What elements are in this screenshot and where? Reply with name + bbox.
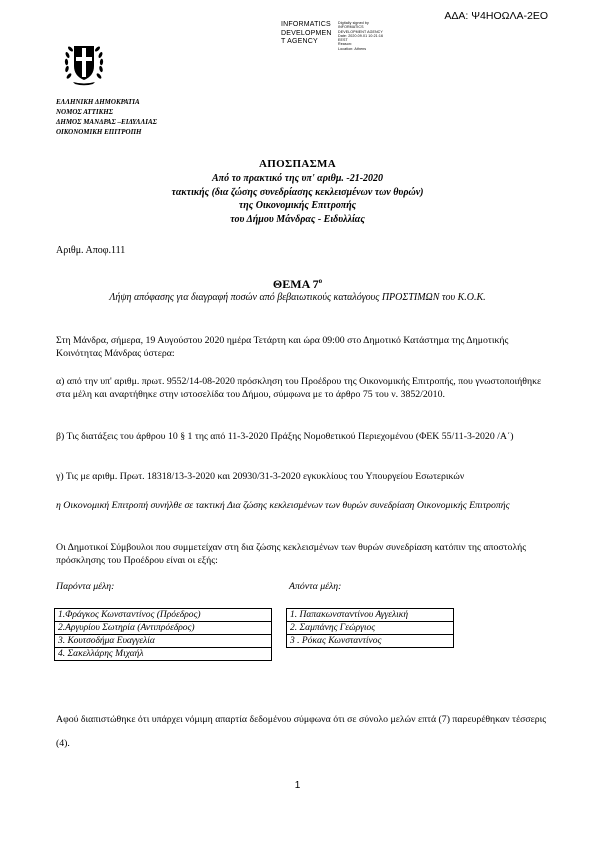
signature-agency-line: INFORMATICS bbox=[281, 21, 331, 28]
present-member: 2.Αργυρίου Σωτηρία (Αντιπρόεδρος) bbox=[55, 622, 272, 635]
present-members-label: Παρόντα μέλη: bbox=[56, 581, 115, 592]
table-row bbox=[55, 622, 272, 635]
document-title: ΑΠΟΣΠΑΣΜΑ bbox=[259, 158, 336, 170]
paragraph-a: α) από την υπ' αριθμ. πρωτ. 9552/14-08-2020 πρόσκληση του Προέδρου της Οικονομικής Επιτροπής, που γνωστοποιήθηκε στα μέλη και αναρτήθηκε στην ιστοσελίδα του Δήμου, σύμφωνα με το άρθρο 75 του ν. 3852/2010. bbox=[56, 376, 542, 400]
present-member: 3. Κουτσοδήμα Ευαγγελία bbox=[55, 635, 272, 648]
subtitle-line: της Οικονομικής Επιτροπής bbox=[238, 200, 357, 211]
organization-line: ΟΙΚΟΝΟΜΙΚΗ ΕΠΙΤΡΟΠΗ bbox=[56, 128, 142, 136]
present-member: 1.Φράγκος Κωνσταντίνος (Πρόεδρος) bbox=[55, 609, 272, 622]
document-subtitle bbox=[0, 172, 595, 226]
signature-detail-line: DEVELOPMENT AGENCY bbox=[338, 29, 383, 34]
present-members-table bbox=[54, 608, 272, 661]
signature-detail-line: Reason: bbox=[338, 42, 353, 47]
signature-detail-line: Location: Athens bbox=[338, 46, 367, 51]
intro-paragraph: Στη Μάνδρα, σήμερα, 19 Αυγούστου 2020 ημέρα Τετάρτη και ώρα 09:00 στο Δημοτικό Κατάστημα της Δημοτικής Κοινότητας Μάνδρας ύστερα: bbox=[56, 335, 509, 359]
absent-members-table bbox=[286, 608, 454, 648]
paragraph-b: β) Τις διατάξεις του άρθρου 10 § 1 της από 11-3-2020 Πράξης Νομοθετικού Περιεχομένου (ΦΕΚ 55/11-3-2020 /Α΄) bbox=[56, 431, 514, 442]
subtitle-line: τακτικής (δια ζώσης συνεδρίασης κεκλεισμένων των θυρών) bbox=[171, 186, 424, 198]
signature-detail-line: INFORMATICS bbox=[338, 25, 364, 30]
meeting-paragraph: η Οικονομική Επιτροπή συνήλθε σε τακτική Δια ζώσης κεκλεισμένων των θυρών συνεδρίαση Οικονομικής Επιτροπής bbox=[56, 500, 510, 511]
signature-agency-line: T AGENCY bbox=[281, 38, 318, 45]
subtitle-line: του Δήμου Μάνδρας - Ειδυλλίας bbox=[230, 213, 365, 225]
absent-members-label: Απόντα μέλη: bbox=[289, 581, 342, 592]
topic-label: ΘΕΜΑ 7 bbox=[272, 277, 319, 291]
subtitle-line: Από το πρακτικό της υπ' αριθμ. -21-2020 bbox=[211, 173, 384, 184]
present-member: 4. Σακελλάρης Μιχαήλ bbox=[55, 648, 272, 661]
absent-member: 3 . Ρόκας Κωνσταντίνος bbox=[287, 635, 454, 648]
organization-line: ΔΗΜΟΣ ΜΑΝΔΡΑΣ –ΕΙΔΥΛΛΙΑΣ bbox=[56, 118, 158, 126]
signature-detail-line: Date: 2020.09.01 10:21:16 bbox=[338, 33, 384, 38]
table-row bbox=[55, 648, 272, 661]
page-number: 1 bbox=[294, 780, 301, 791]
topic-description: Λήψη απόφασης για διαγραφή ποσών από βεβαιωτικούς καταλόγους ΠΡΟΣΤΙΜΩΝ του Κ.Ο.Κ. bbox=[109, 292, 486, 303]
organization-header bbox=[56, 97, 157, 137]
signature-detail-line: Digitally signed by bbox=[338, 21, 369, 25]
organization-line: ΝΟΜΟΣ ΑΤΤΙΚΗΣ bbox=[56, 108, 114, 116]
topic-ordinal: ο bbox=[318, 277, 323, 285]
signature-agency-line: DEVELOPMEN bbox=[281, 29, 332, 37]
signature-details bbox=[338, 21, 383, 51]
table-row bbox=[287, 609, 454, 622]
decision-number: Αριθμ. Αποφ.111 bbox=[56, 245, 126, 256]
signature-agency-name bbox=[281, 21, 332, 47]
absent-member: 2. Σαμπάνης Γεώργιος bbox=[287, 622, 454, 635]
absent-member: 1. Παπακωνσταντίνου Αγγελική bbox=[287, 609, 454, 622]
topic-heading bbox=[0, 277, 595, 292]
table-row bbox=[55, 635, 272, 648]
paragraph-c: γ) Τις με αριθμ. Πρωτ. 18318/13-3-2020 και 20930/31-3-2020 εγκυκλίους του Υπουργείου Εσωτερικών bbox=[56, 471, 465, 482]
table-row bbox=[55, 609, 272, 622]
ada-code: ΑΔΑ: Ψ4ΗΟΩΛΑ-2ΕΟ bbox=[444, 10, 548, 22]
table-row bbox=[287, 635, 454, 648]
table-row bbox=[287, 622, 454, 635]
greek-emblem-icon bbox=[63, 38, 105, 86]
signature-detail-line: EEST bbox=[338, 38, 348, 43]
quorum-paragraph: Αφού διαπιστώθηκε ότι υπάρχει νόμιμη απαρτία δεδομένου σύμφωνα ότι σε σύνολο μελών επτά (7) παρευρέθηκαν τέσσερις (4). bbox=[56, 714, 547, 749]
organization-line: ΕΛΛΗΝΙΚΗ ΔΗΜΟΚΡΑΤΙΑ bbox=[56, 98, 140, 106]
councillors-paragraph: Οι Δημοτικοί Σύμβουλοι που συμμετείχαν στη δια ζώσης κεκλεισμένων των θυρών συνεδρίαση κατόπιν της αποστολής πρόσκλησης του Προέδρου είναι οι εξής: bbox=[56, 542, 527, 566]
